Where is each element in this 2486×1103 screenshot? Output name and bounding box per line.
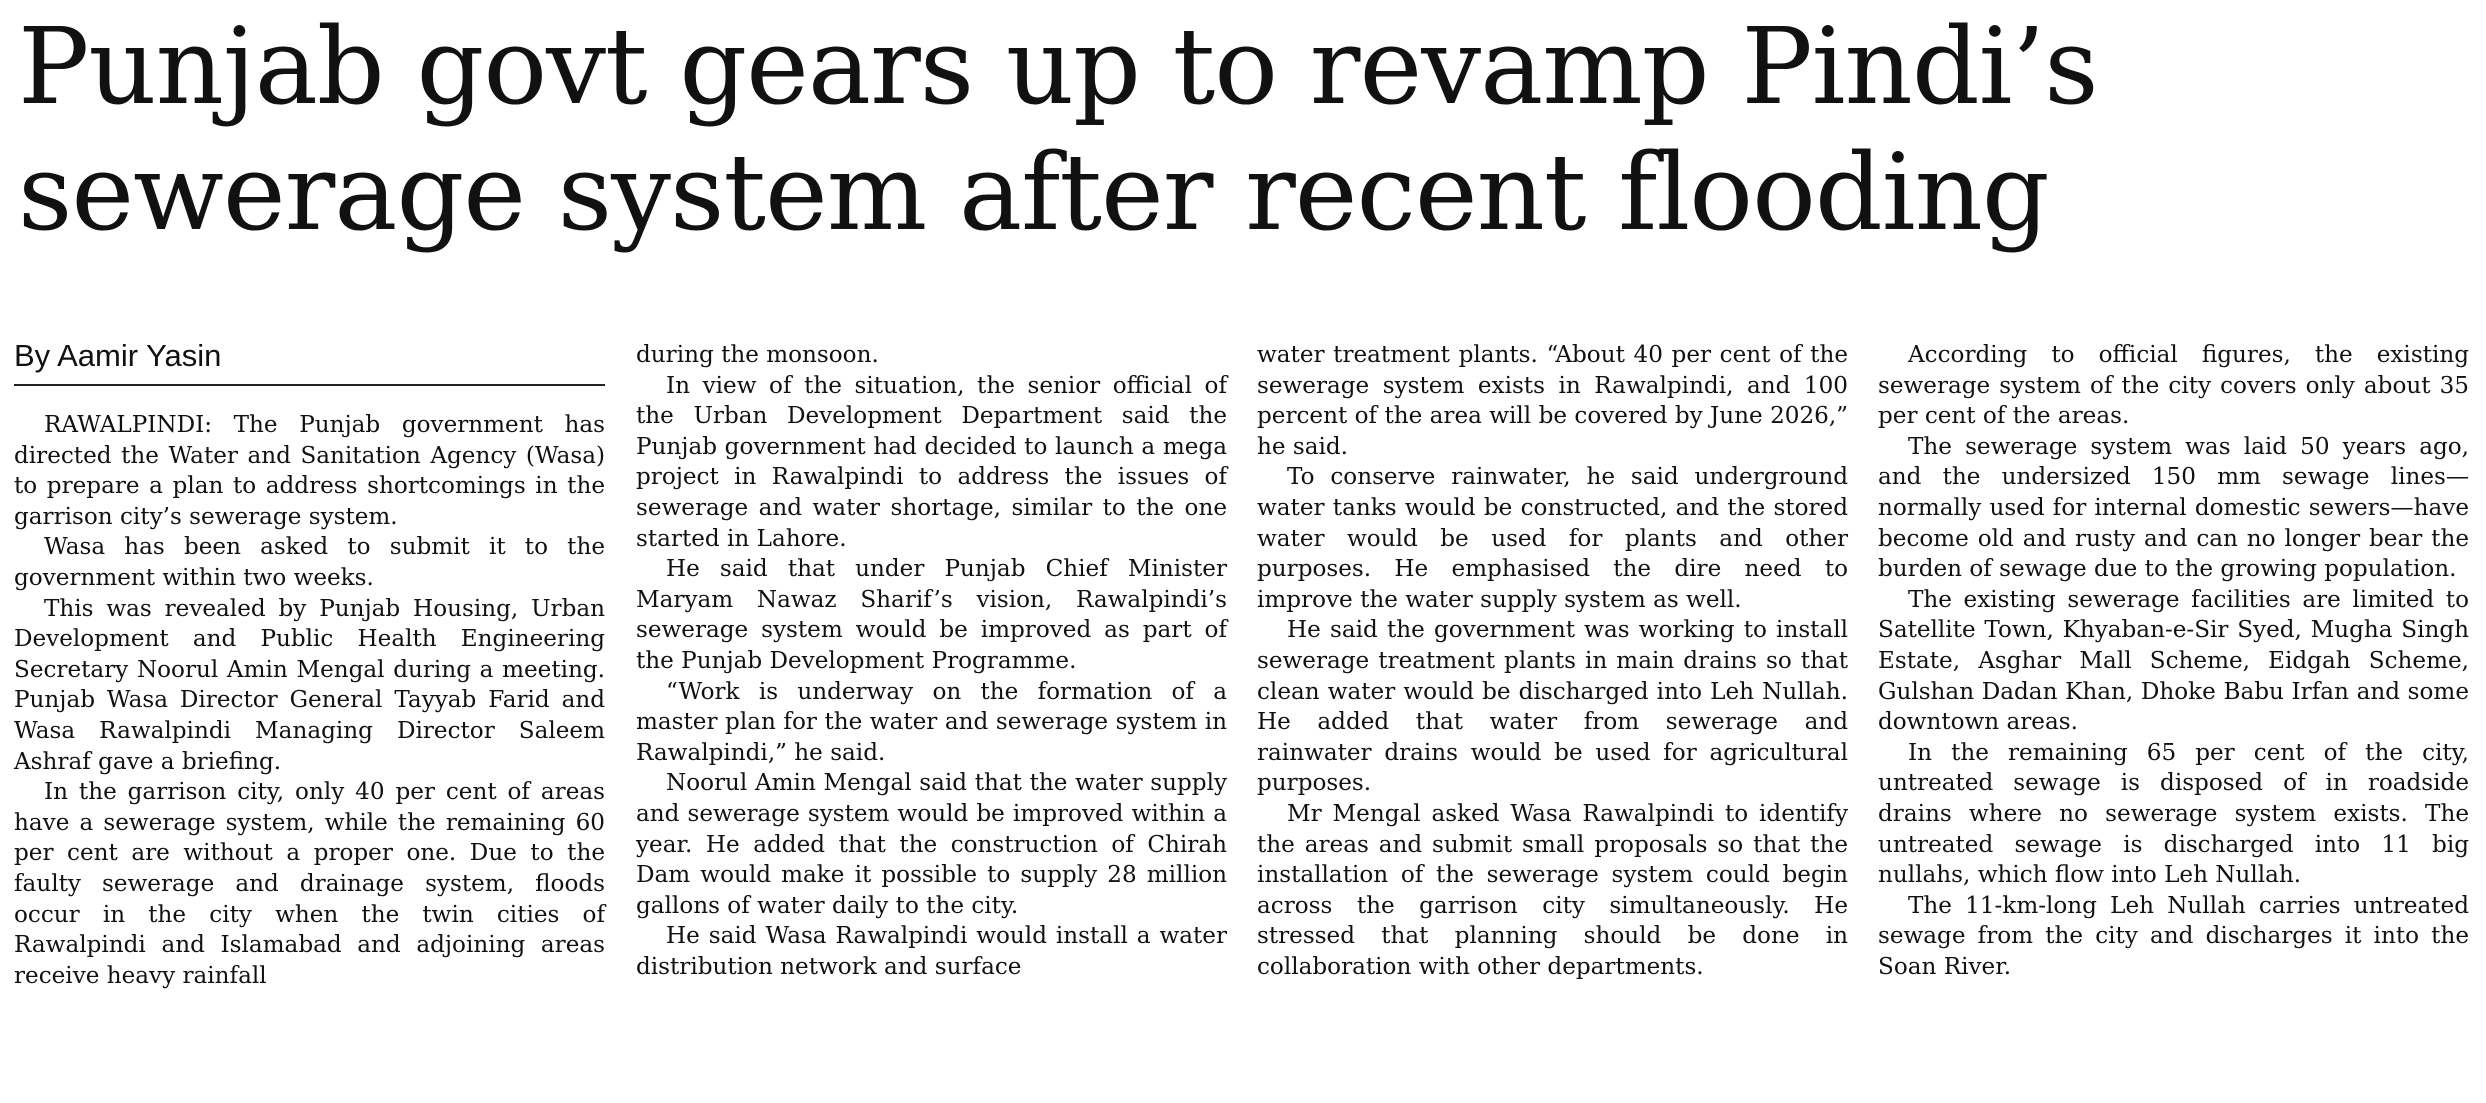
paragraph-continued: water treatment plants. “About 40 per cent of the sewerage system exists in Rawalpindi, and 100 percent of the area will be covered by June 2026,” he said. <box>1257 342 1848 460</box>
paragraph: “Work is underway on the formation of a master plan for the water and sewerage system in Rawalpindi,” he said. <box>636 678 1227 766</box>
paragraph: This was revealed by Punjab Housing, Urban Development and Public Health Engineering Secretary Noorul Amin Mengal during a meeting. Punjab Wasa Director General Tayyab Farid and Wasa Rawalpindi Managing Director Saleem Ashraf gave a briefing. <box>14 595 605 775</box>
article-column-4 <box>1878 340 2469 982</box>
paragraph: RAWALPINDI: The Punjab government has directed the Water and Sanitation Agency (Wasa) to prepare a plan to address shortcomings in the garrison city’s sewerage system. <box>14 412 605 530</box>
article-column-3 <box>1257 340 1848 982</box>
article-column-2 <box>636 340 1227 982</box>
paragraph: Mr Mengal asked Wasa Rawalpindi to identify the areas and submit small proposals so that the installation of the sewerage system could begin across the garrison city simultaneously. He stressed that planning should be done in collaboration with other departments. <box>1257 800 1848 980</box>
paragraph: To conserve rainwater, he said underground water tanks would be constructed, and the stored water would be used for plants and other purposes. He emphasised the dire need to improve the water supply system as well. <box>1257 464 1848 613</box>
article-column-1 <box>14 410 605 991</box>
paragraph: He said Wasa Rawalpindi would install a water distribution network and surface <box>636 923 1227 980</box>
byline: By Aamir Yasin <box>14 338 222 373</box>
headline-line-2: sewerage system after recent flooding <box>18 131 2049 254</box>
headline-line-1: Punjab govt gears up to revamp Pindi’s <box>18 5 2098 128</box>
paragraph: Noorul Amin Mengal said that the water supply and sewerage system would be improved within a year. He added that the construction of Chirah Dam would make it possible to supply 28 million gallons of water daily to the city. <box>636 770 1227 919</box>
paragraph: In the garrison city, only 40 per cent of areas have a sewerage system, while the remaining 60 per cent are without a proper one. Due to the faulty sewerage and drainage system, floods occur in the city when the twin cities of Rawalpindi and Islamabad and adjoining areas receive heavy rainfall <box>14 779 605 989</box>
headline <box>18 4 2468 256</box>
paragraph: In view of the situation, the senior official of the Urban Development Department said the Punjab government had decided to launch a mega project in Rawalpindi to address the issues of sewerage and water shortage, similar to the one started in Lahore. <box>636 372 1227 552</box>
paragraph: In the remaining 65 per cent of the city, untreated sewage is disposed of in roadside drains where no sewerage system exists. The untreated sewage is discharged into 11 big nullahs, which flow into Leh Nullah. <box>1878 739 2469 889</box>
paragraph: The 11-km-long Leh Nullah carries untreated sewage from the city and discharges it into the Soan River. <box>1878 892 2469 980</box>
paragraph: According to official figures, the existing sewerage system of the city covers only about 35 per cent of the areas. <box>1878 342 2469 430</box>
paragraph-continued: during the monsoon. <box>636 342 879 368</box>
paragraph: The sewerage system was laid 50 years ago, and the undersized 150 mm sewage lines—normally used for internal domestic sewers—have become old and rusty and can no longer bear the burden of sewage due to the growing population. <box>1878 433 2469 583</box>
paragraph: He said the government was working to install sewerage treatment plants in main drains so that clean water would be discharged into Leh Nullah. He added that water from sewerage and rainwater drains would be used for agricultural purposes. <box>1257 617 1848 797</box>
paragraph: He said that under Punjab Chief Minister Maryam Nawaz Sharif’s vision, Rawalpindi’s sewerage system would be improved as part of the Punjab Development Programme. <box>636 556 1227 674</box>
paragraph: The existing sewerage facilities are limited to Satellite Town, Khyaban-e-Sir Syed, Mugha Singh Estate, Asghar Mall Scheme, Eidgah Scheme, Gulshan Dadan Khan, Dhoke Babu Irfan and some downtown areas. <box>1878 586 2469 736</box>
byline-block <box>14 336 605 386</box>
paragraph: Wasa has been asked to submit it to the government within two weeks. <box>14 534 605 591</box>
